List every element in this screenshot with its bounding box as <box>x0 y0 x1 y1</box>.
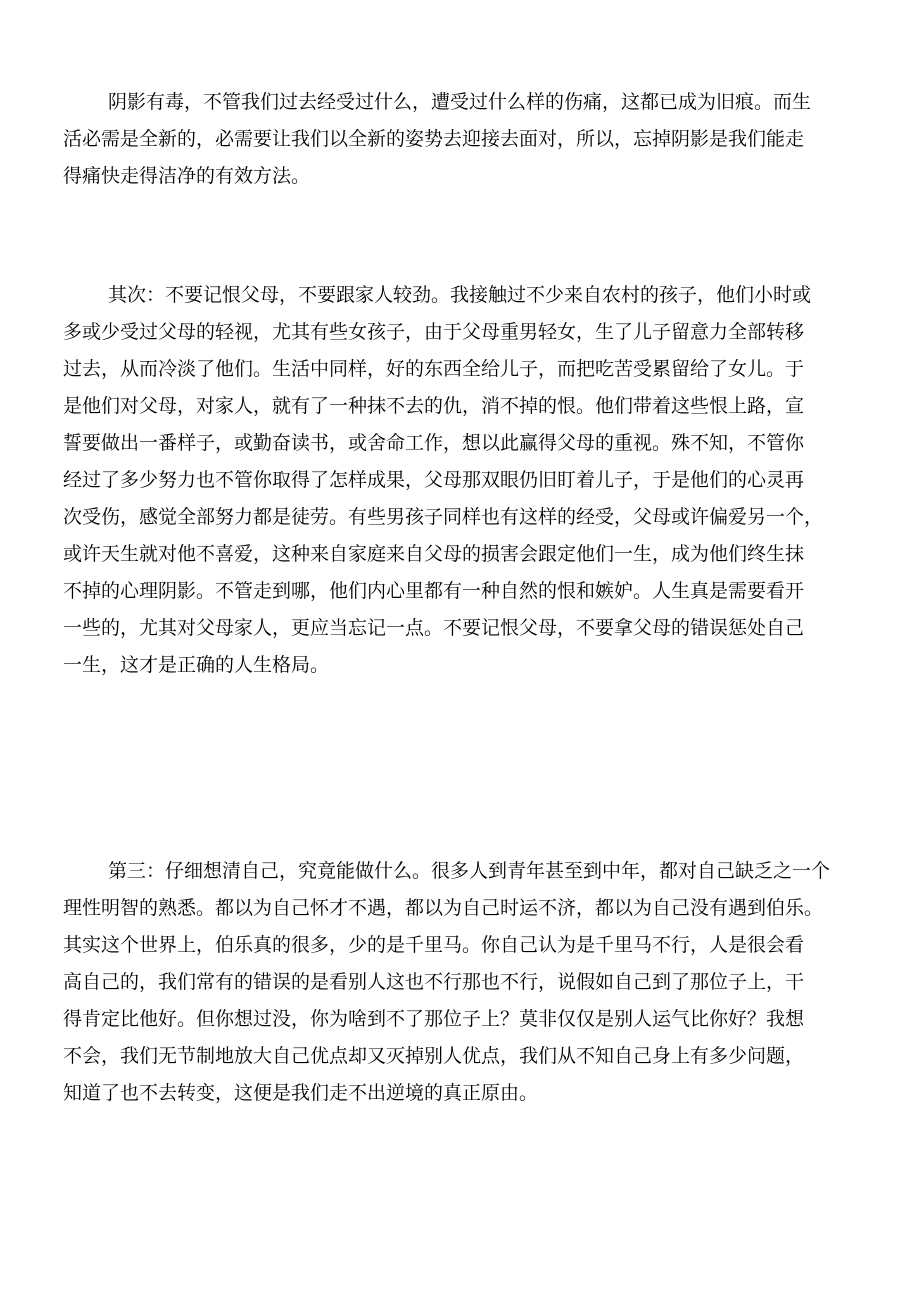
paragraph-line: 是他们对父母，对家人，就有了一种抹不去的仇，消不掉的恨。他们带着这些恨上路，宣 <box>63 395 805 417</box>
paragraph-line: 不掉的心理阴影。不管走到哪，他们内心里都有一种自然的恨和嫉妒。人生真是需要看开 <box>63 580 805 602</box>
paragraph-line: 经过了多少努力也不管你取得了怎样成果，父母那双眼仍旧盯着儿子，于是他们的心灵再 <box>63 469 805 491</box>
paragraph-line: 得痛快走得洁净的有效方法。 <box>63 165 311 187</box>
paragraph-line: 多或少受过父母的轻视，尤其有些女孩子，由于父母重男轻女，生了儿子留意力全部转移 <box>63 321 805 343</box>
paragraph-shadow <box>63 84 860 195</box>
paragraph-line: 其实这个世界上，伯乐真的很多，少的是千里马。你自己认为是千里马不行，人是很会看 <box>63 934 805 956</box>
paragraph-second <box>63 277 860 684</box>
paragraph-line: 阴影有毒，不管我们过去经受过什么，遭受过什么样的伤痛，这都已成为旧痕。而生 <box>108 91 812 113</box>
paragraph-third <box>63 853 860 1112</box>
paragraph-line: 知道了也不去转变，这便是我们走不出逆境的真正原由。 <box>63 1082 539 1104</box>
paragraph-line: 誓要做出一番样子，或勤奋读书，或舍命工作，想以此赢得父母的重视。殊不知，不管你 <box>63 432 805 454</box>
paragraph-line: 过去，从而冷淡了他们。生活中同样，好的东西全给儿子，而把吃苦受累留给了女儿。于 <box>63 358 805 380</box>
paragraph-line: 或许天生就对他不喜爱，这种来自家庭来自父母的损害会跟定他们一生，成为他们终生抹 <box>63 543 805 565</box>
paragraph-line: 一些的，尤其对父母家人，更应当忘记一点。不要记恨父母，不要拿父母的错误惩处自己 <box>63 617 805 639</box>
paragraph-line: 高自己的，我们常有的错误的是看别人这也不行那也不行，说假如自己到了那位子上，干 <box>63 971 805 993</box>
paragraph-line: 理性明智的熟悉。都以为自己怀才不遇，都以为自己时运不济，都以为自己没有遇到伯乐。 <box>63 897 824 919</box>
paragraph-line: 次受伤，感觉全部努力都是徒劳。有些男孩子同样也有这样的经受，父母或许偏爱另一个， <box>63 506 824 528</box>
paragraph-line: 活必需是全新的，必需要让我们以全新的姿势去迎接去面对，所以，忘掉阴影是我们能走 <box>63 128 805 150</box>
paragraph-line: 得肯定比他好。但你想过没，你为啥到不了那位子上？莫非仅仅是别人运气比你好？我想 <box>63 1008 805 1030</box>
paragraph-line: 不会，我们无节制地放大自己优点却又灭掉别人优点，我们从不知自己身上有多少问题， <box>63 1045 805 1067</box>
paragraph-line: 其次：不要记恨父母，不要跟家人较劲。我接触过不少来自农村的孩子，他们小时或 <box>108 284 812 306</box>
paragraph-line: 第三：仔细想清自己，究竟能做什么。很多人到青年甚至到中年，都对自己缺乏之一个 <box>108 860 831 882</box>
paragraph-line: 一生，这才是正确的人生格局。 <box>63 654 330 676</box>
